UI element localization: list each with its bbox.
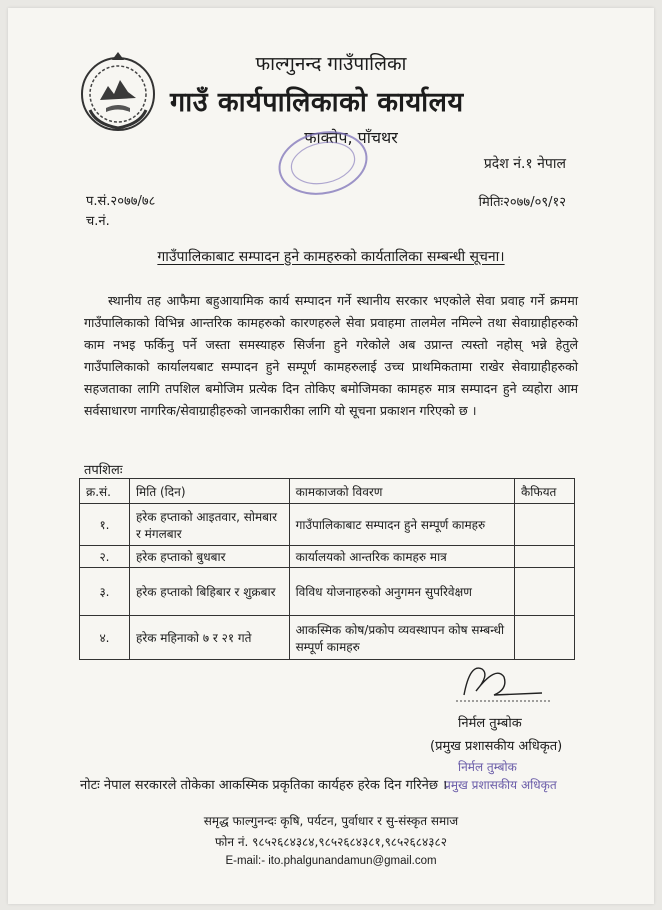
row-day: हरेक हप्ताको बुधबार	[129, 546, 289, 568]
row-work: आकस्मिक कोष/प्रकोप व्यवस्थापन कोष सम्बन्धी सम्पूर्ण कामहरु	[289, 616, 514, 660]
row-day: हरेक महिनाको ७ र २१ गते	[129, 616, 289, 660]
details-label: तपशिलः	[84, 463, 123, 478]
office-place: फाक्तेप, पाँचथर	[304, 128, 398, 147]
header-day: मिति (दिन)	[129, 479, 289, 504]
header-work: कामकाजको विवरण	[289, 479, 514, 504]
table-row	[80, 546, 575, 568]
row-remarks	[515, 504, 575, 546]
footer-motto: समृद्ध फाल्गुनन्दः कृषि, पर्यटन, पुर्वाधार र सु-संस्कृत समाज	[203, 814, 459, 828]
stamp-name: निर्मल तुम्बोक	[458, 760, 517, 774]
office-stamp-icon	[268, 128, 378, 198]
table-header-row	[80, 479, 575, 504]
notice-subject: गाउँपालिकाबाट सम्पादन हुने कामहरुको कार्यतालिका सम्बन्धी सूचना।	[157, 249, 505, 265]
municipality-name: फाल्गुनन्द गाउँपालिका	[255, 53, 407, 75]
dispatch-number: च.नं.	[86, 214, 110, 229]
header-sn: क्र.सं.	[80, 479, 130, 504]
reference-block	[86, 192, 155, 232]
footer-email: E-mail:- ito.phalgunandamun@gmail.com	[225, 855, 437, 867]
row-work: गाउँपालिकाबाट सम्पादन हुने सम्पूर्ण कामहरु	[289, 504, 514, 546]
row-sn: १.	[80, 504, 130, 546]
province-label: प्रदेश नं.१ नेपाल	[483, 156, 566, 172]
row-work: कार्यालयको आन्तरिक कामहरु मात्र	[289, 546, 514, 568]
table-row	[80, 568, 575, 616]
note-text: नोटः नेपाल सरकारले तोकेका आकस्मिक प्रकृतिका कार्यहरु हरेक दिन गरिनेछ ।	[80, 778, 448, 793]
row-day: हरेक हप्ताको आइतवार, सोमबार र मंगलबार	[129, 504, 289, 546]
row-remarks	[515, 616, 575, 660]
row-remarks	[515, 546, 575, 568]
row-sn: ४.	[80, 616, 130, 660]
schedule-table	[79, 478, 575, 660]
row-sn: ३.	[80, 568, 130, 616]
row-remarks	[515, 568, 575, 616]
row-sn: २.	[80, 546, 130, 568]
table-row	[80, 504, 575, 546]
signatory-designation: (प्रमुख प्रशासकीय अधिकृत)	[430, 739, 563, 754]
office-title: गाउँ कार्यपालिकाको कार्यालय	[170, 87, 464, 118]
signatory-name: निर्मल तुम्बोक	[458, 716, 522, 731]
header-remarks: कैफियत	[515, 479, 575, 504]
reference-number: प.सं.२०७७/७८	[86, 194, 156, 209]
table-row	[80, 616, 575, 660]
footer-phones: फोन नं. ९८५२६८४३८४,९८५२६८४३८१,९८५२६८४३८२	[215, 835, 447, 849]
row-work: विविध योजनाहरुको अनुगमन सुपरिवेक्षण	[289, 568, 514, 616]
stamp-designation: प्रमुख प्रशासकीय अधिकृत	[444, 778, 557, 792]
signature-icon	[446, 655, 556, 710]
notice-body: स्थानीय तह आफैमा बहुआयामिक कार्य सम्पादन गर्ने स्थानीय सरकार भएकोले सेवा प्रवाह गर्ने क्रममा गाउँपालिकाको विभिन्न आन्तरिक कामहरुको कारणहरुले सेवा प्रवाहमा तालमेल नमिल्ने तथा सेवाग्राहीहरुको काम नभइ फर्किनु पर्ने जस्ता समस्याहरु सिर्जना हुने गरेकोले अब उप्रान्त त्यस्तो नहोस् भन्ने हेतुले गाउँपालिकाको कार्यालयबाट सम्पादन हुने सम्पूर्ण कामहरुलाई उच्च प्राथमिकतामा राखेर सेवाग्राहीहरुको सहजताका लागि तपशिल बमोजिम प्रत्येक दिन तोकिए बमोजिमका कामहरु मात्र सम्पादन हुने व्यहोरा आम सर्वसाधारण नागरिक/सेवाग्राहीहरुको जानकारीका लागि यो सूचना प्रकाशन गरिएको छ ।	[84, 293, 578, 418]
row-day: हरेक हप्ताको बिहिबार र शुक्रबार	[129, 568, 289, 616]
letter-date: मितिः२०७७/०९/१२	[478, 195, 566, 210]
